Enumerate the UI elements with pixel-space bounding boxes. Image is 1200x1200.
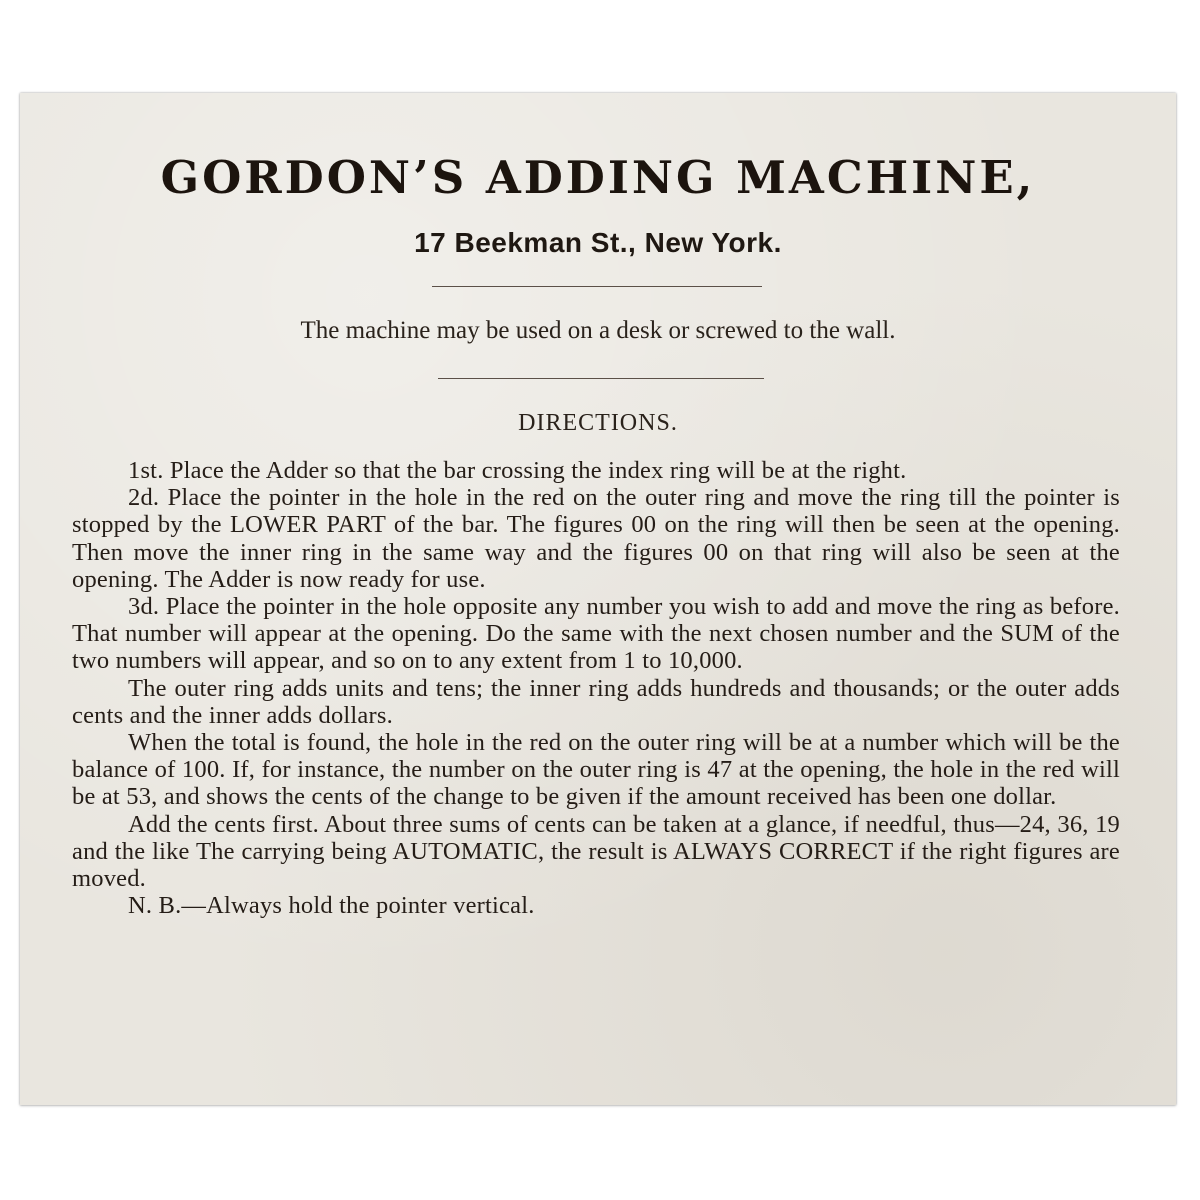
direction-paragraph-6: Add the cents first. About three sums of cents can be taken at a glance, if needful, thus—24, 36, 19 and the like The carrying being AUTOMATIC, the result is ALWAYS CORRECT if the right figures are moved.	[72, 810, 1120, 893]
card-address: 17 Beekman St., New York.	[414, 227, 782, 258]
direction-paragraph-4: The outer ring adds units and tens; the inner ring adds hundreds and thousands; or the outer adds cents and the inner adds dollars.	[72, 674, 1120, 729]
divider-rule-bottom	[438, 378, 764, 379]
directions-heading: DIRECTIONS.	[518, 410, 678, 436]
divider-rule-top	[432, 286, 762, 287]
directions-body	[72, 457, 1120, 919]
direction-paragraph-1: 1st. Place the Adder so that the bar crossing the index ring will be at the right.	[128, 457, 907, 484]
direction-paragraph-7: N. B.—Always hold the pointer vertical.	[128, 892, 535, 920]
direction-paragraph-5: When the total is found, the hole in the red on the outer ring will be at a number which will be the balance of 100. If, for instance, the number on the outer ring is 47 at the opening, the hole in the red will be at 53, and shows the cents of the change to be given if the amount received has been one dollar.	[72, 729, 1120, 811]
usage-note: The machine may be used on a desk or screwed to the wall.	[300, 317, 896, 344]
card-title: GORDON’S ADDING MACHINE,	[160, 151, 1036, 204]
direction-paragraph-2: 2d. Place the pointer in the hole in the red on the outer ring and move the ring till the pointer is stopped by the LOWER PART of the bar. The figures 00 on the ring will then be seen at the opening. Then move the inner ring in the same way and the figures 00 on that ring will also be seen at the opening. The Adder is now ready for use.	[72, 484, 1120, 593]
direction-paragraph-3: 3d. Place the pointer in the hole opposite any number you wish to add and move the ring as before. That number will appear at the opening. Do the same with the next chosen number and the SUM of the two numbers will appear, and so on to any extent from 1 to 10,000.	[72, 593, 1120, 675]
instruction-card	[20, 93, 1176, 1105]
